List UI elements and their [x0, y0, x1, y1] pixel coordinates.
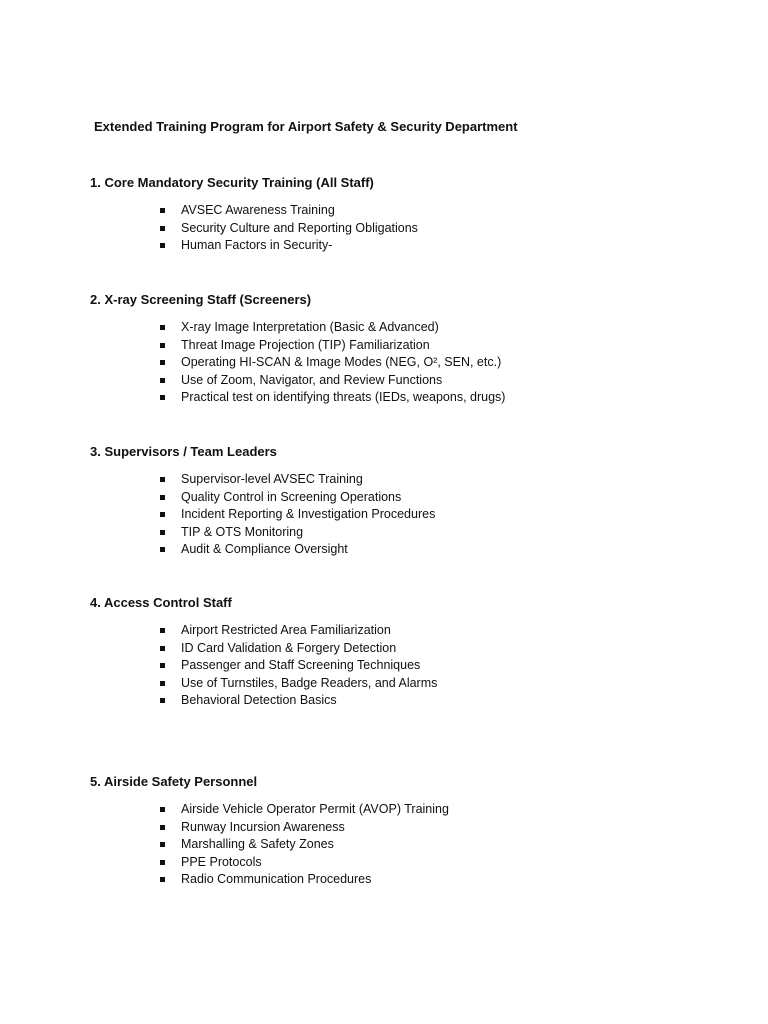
document-title: Extended Training Program for Airport Safety & Security Department	[94, 119, 518, 134]
square-bullet-icon	[160, 243, 165, 248]
bullet-list	[90, 801, 690, 889]
list-item-text: Airside Vehicle Operator Permit (AVOP) Training	[181, 802, 449, 816]
square-bullet-icon	[160, 208, 165, 213]
square-bullet-icon	[160, 663, 165, 668]
section-heading: 1. Core Mandatory Security Training (All Staff)	[90, 175, 374, 190]
square-bullet-icon	[160, 877, 165, 882]
square-bullet-icon	[160, 495, 165, 500]
list-item	[90, 354, 690, 372]
square-bullet-icon	[160, 343, 165, 348]
list-item-text: Operating HI-SCAN & Image Modes (NEG, O², SEN, etc.)	[181, 355, 502, 369]
list-item	[90, 854, 690, 872]
square-bullet-icon	[160, 628, 165, 633]
list-item	[90, 541, 690, 559]
bullet-list	[90, 622, 690, 710]
list-item	[90, 622, 690, 640]
square-bullet-icon	[160, 860, 165, 865]
section-supervisors-team-leaders	[90, 444, 690, 559]
list-item-text: Marshalling & Safety Zones	[181, 837, 334, 851]
square-bullet-icon	[160, 395, 165, 400]
list-item	[90, 692, 690, 710]
list-item-text: Radio Communication Procedures	[181, 872, 372, 886]
list-item	[90, 319, 690, 337]
list-item	[90, 675, 690, 693]
list-item-text: Incident Reporting & Investigation Procedures	[181, 507, 436, 521]
list-item	[90, 220, 690, 238]
square-bullet-icon	[160, 512, 165, 517]
list-item	[90, 524, 690, 542]
list-item	[90, 372, 690, 390]
list-item	[90, 489, 690, 507]
section-heading: 4. Access Control Staff	[90, 595, 232, 610]
square-bullet-icon	[160, 477, 165, 482]
square-bullet-icon	[160, 646, 165, 651]
list-item-text: ID Card Validation & Forgery Detection	[181, 640, 397, 655]
list-item	[90, 836, 690, 854]
list-item	[90, 237, 690, 255]
list-item	[90, 389, 690, 407]
bullet-list	[90, 471, 690, 559]
square-bullet-icon	[160, 378, 165, 383]
list-item	[90, 337, 690, 355]
list-item	[90, 657, 690, 675]
section-heading: 5. Airside Safety Personnel	[90, 774, 258, 789]
list-item-text: Threat Image Projection (TIP) Familiarization	[181, 337, 430, 352]
section-heading: 2. X-ray Screening Staff (Screeners)	[90, 292, 312, 307]
square-bullet-icon	[160, 325, 165, 330]
list-item	[90, 819, 690, 837]
section-xray-screening-staff	[90, 292, 690, 407]
square-bullet-icon	[160, 698, 165, 703]
bullet-list	[90, 319, 690, 407]
list-item	[90, 801, 690, 819]
list-item	[90, 471, 690, 489]
list-item-text: Audit & Compliance Oversight	[181, 542, 348, 556]
list-item-text: Supervisor-level AVSEC Training	[181, 472, 363, 486]
list-item-text: PPE Protocols	[181, 854, 262, 869]
section-core-mandatory-training	[90, 175, 690, 255]
list-item-text: Runway Incursion Awareness	[181, 819, 345, 834]
list-item-text: Use of Zoom, Navigator, and Review Functions	[181, 372, 443, 387]
list-item-text: Airport Restricted Area Familiarization	[181, 623, 391, 637]
section-access-control-staff	[90, 595, 690, 710]
list-item-text: Practical test on identifying threats (IEDs, weapons, drugs)	[181, 390, 506, 404]
section-airside-safety-personnel	[90, 774, 690, 889]
square-bullet-icon	[160, 360, 165, 365]
square-bullet-icon	[160, 825, 165, 830]
bullet-list	[90, 202, 690, 255]
list-item-text: AVSEC Awareness Training	[181, 203, 335, 217]
square-bullet-icon	[160, 226, 165, 231]
square-bullet-icon	[160, 681, 165, 686]
square-bullet-icon	[160, 842, 165, 847]
section-heading: 3. Supervisors / Team Leaders	[90, 444, 277, 459]
list-item-text: Behavioral Detection Basics	[181, 693, 337, 707]
square-bullet-icon	[160, 547, 165, 552]
list-item-text: TIP & OTS Monitoring	[181, 524, 304, 539]
list-item-text: X-ray Image Interpretation (Basic & Advanced)	[181, 320, 439, 334]
list-item	[90, 506, 690, 524]
list-item-text: Security Culture and Reporting Obligations	[181, 220, 418, 235]
square-bullet-icon	[160, 807, 165, 812]
list-item	[90, 640, 690, 658]
list-item-text: Use of Turnstiles, Badge Readers, and Alarms	[181, 675, 438, 690]
list-item-text: Passenger and Staff Screening Techniques	[181, 658, 421, 672]
list-item	[90, 202, 690, 220]
list-item-text: Quality Control in Screening Operations	[181, 489, 402, 504]
list-item-text: Human Factors in Security-	[181, 238, 333, 252]
list-item	[90, 871, 690, 889]
square-bullet-icon	[160, 530, 165, 535]
